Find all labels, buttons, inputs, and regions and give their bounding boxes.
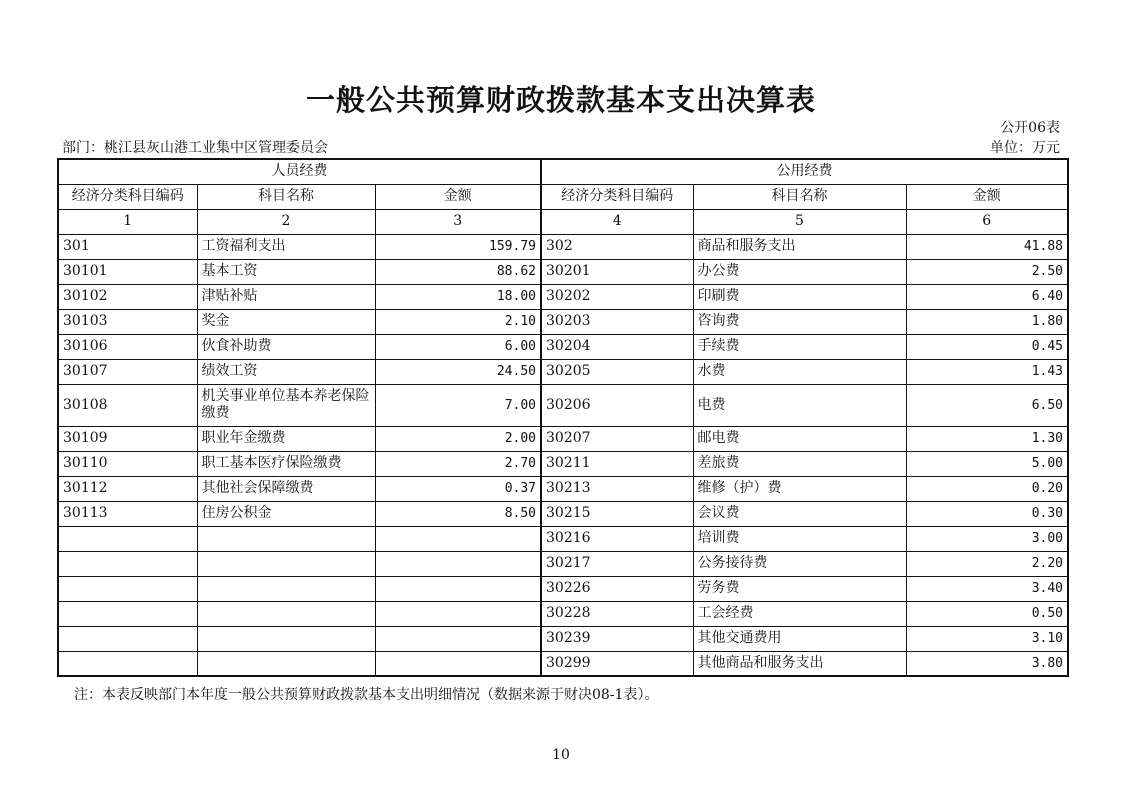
item-name-cell: 住房公积金 — [197, 501, 375, 526]
item-name-cell — [197, 526, 375, 551]
economic-code-cell: 30228 — [541, 601, 693, 626]
economic-code-cell: 30201 — [541, 259, 693, 284]
amount-cell: 0.45 — [906, 334, 1068, 359]
col-number: 6 — [906, 209, 1068, 234]
amount-cell: 0.20 — [906, 476, 1068, 501]
item-name-cell: 电费 — [693, 384, 906, 426]
table-row — [58, 651, 1068, 676]
economic-code-cell: 30213 — [541, 476, 693, 501]
amount-cell: 6.40 — [906, 284, 1068, 309]
table-row — [58, 309, 1068, 334]
col-header-amount: 金额 — [906, 184, 1068, 209]
item-name-cell: 工会经费 — [693, 601, 906, 626]
economic-code-cell: 30203 — [541, 309, 693, 334]
amount-cell: 41.88 — [906, 234, 1068, 259]
item-name-cell: 会议费 — [693, 501, 906, 526]
table-row — [58, 359, 1068, 384]
amount-cell: 7.00 — [375, 384, 541, 426]
table-row — [58, 476, 1068, 501]
department-label: 部门：桃江县灰山港工业集中区管理委员会 — [62, 140, 328, 156]
table-row — [58, 551, 1068, 576]
economic-code-cell — [58, 526, 197, 551]
amount-cell: 3.00 — [906, 526, 1068, 551]
amount-cell: 8.50 — [375, 501, 541, 526]
col-number: 1 — [58, 209, 197, 234]
unit-label: 单位：万元 — [990, 140, 1060, 156]
economic-code-cell — [58, 601, 197, 626]
amount-cell: 6.50 — [906, 384, 1068, 426]
column-number-row — [58, 209, 1068, 234]
economic-code-cell: 30207 — [541, 426, 693, 451]
item-name-cell — [197, 601, 375, 626]
col-number: 4 — [541, 209, 693, 234]
page-title: 一般公共预算财政拨款基本支出决算表 — [305, 83, 816, 117]
economic-code-cell: 30101 — [58, 259, 197, 284]
item-name-cell: 公务接待费 — [693, 551, 906, 576]
table-row — [58, 576, 1068, 601]
economic-code-cell: 301 — [58, 234, 197, 259]
group-header-personnel: 人员经费 — [58, 159, 541, 184]
item-name-cell: 职工基本医疗保险缴费 — [197, 451, 375, 476]
amount-cell: 3.10 — [906, 626, 1068, 651]
amount-cell: 2.50 — [906, 259, 1068, 284]
economic-code-cell: 30299 — [541, 651, 693, 676]
amount-cell: 1.30 — [906, 426, 1068, 451]
col-number: 5 — [693, 209, 906, 234]
economic-code-cell: 30103 — [58, 309, 197, 334]
economic-code-cell — [58, 551, 197, 576]
economic-code-cell: 30108 — [58, 384, 197, 426]
col-header-name: 科目名称 — [197, 184, 375, 209]
item-name-cell: 手续费 — [693, 334, 906, 359]
table-row — [58, 234, 1068, 259]
item-name-cell: 奖金 — [197, 309, 375, 334]
economic-code-cell — [58, 651, 197, 676]
amount-cell: 1.43 — [906, 359, 1068, 384]
col-header-code: 经济分类科目编码 — [541, 184, 693, 209]
amount-cell: 0.50 — [906, 601, 1068, 626]
economic-code-cell — [58, 576, 197, 601]
amount-cell — [375, 526, 541, 551]
economic-code-cell: 30106 — [58, 334, 197, 359]
expenditure-table — [57, 158, 1069, 677]
table-row — [58, 451, 1068, 476]
economic-code-cell: 30107 — [58, 359, 197, 384]
economic-code-cell: 30217 — [541, 551, 693, 576]
item-name-cell: 其他社会保障缴费 — [197, 476, 375, 501]
amount-cell: 2.10 — [375, 309, 541, 334]
amount-cell: 2.00 — [375, 426, 541, 451]
economic-code-cell: 30211 — [541, 451, 693, 476]
economic-code-cell — [58, 626, 197, 651]
amount-cell — [375, 551, 541, 576]
item-name-cell: 维修（护）费 — [693, 476, 906, 501]
amount-cell: 2.70 — [375, 451, 541, 476]
economic-code-cell: 30112 — [58, 476, 197, 501]
group-header-public: 公用经费 — [541, 159, 1068, 184]
economic-code-cell: 30226 — [541, 576, 693, 601]
item-name-cell: 其他交通费用 — [693, 626, 906, 651]
amount-cell: 159.79 — [375, 234, 541, 259]
amount-cell: 1.80 — [906, 309, 1068, 334]
item-name-cell: 邮电费 — [693, 426, 906, 451]
item-name-cell: 水费 — [693, 359, 906, 384]
amount-cell — [375, 576, 541, 601]
amount-cell: 0.37 — [375, 476, 541, 501]
economic-code-cell: 302 — [541, 234, 693, 259]
col-header-code: 经济分类科目编码 — [58, 184, 197, 209]
table-row — [58, 259, 1068, 284]
item-name-cell: 差旅费 — [693, 451, 906, 476]
amount-cell — [375, 626, 541, 651]
amount-cell: 18.00 — [375, 284, 541, 309]
economic-code-cell: 30202 — [541, 284, 693, 309]
item-name-cell: 基本工资 — [197, 259, 375, 284]
column-header-row — [58, 184, 1068, 209]
table-row — [58, 626, 1068, 651]
economic-code-cell: 30102 — [58, 284, 197, 309]
footnote: 注：本表反映部门本年度一般公共预算财政拨款基本支出明细情况（数据来源于财决08-1表）。 — [74, 687, 659, 703]
table-row — [58, 284, 1068, 309]
table-row — [58, 601, 1068, 626]
item-name-cell: 津贴补贴 — [197, 284, 375, 309]
table-row — [58, 426, 1068, 451]
item-name-cell — [197, 651, 375, 676]
economic-code-cell: 30204 — [541, 334, 693, 359]
item-name-cell: 职业年金缴费 — [197, 426, 375, 451]
amount-cell — [375, 651, 541, 676]
economic-code-cell: 30109 — [58, 426, 197, 451]
economic-code-cell: 30216 — [541, 526, 693, 551]
item-name-cell: 咨询费 — [693, 309, 906, 334]
amount-cell: 24.50 — [375, 359, 541, 384]
item-name-cell: 伙食补助费 — [197, 334, 375, 359]
item-name-cell: 培训费 — [693, 526, 906, 551]
col-number: 3 — [375, 209, 541, 234]
table-row — [58, 334, 1068, 359]
table-row — [58, 501, 1068, 526]
amount-cell: 0.30 — [906, 501, 1068, 526]
item-name-cell — [197, 551, 375, 576]
economic-code-cell: 30239 — [541, 626, 693, 651]
amount-cell: 5.00 — [906, 451, 1068, 476]
item-name-cell: 其他商品和服务支出 — [693, 651, 906, 676]
item-name-cell — [197, 576, 375, 601]
amount-cell: 3.40 — [906, 576, 1068, 601]
economic-code-cell: 30205 — [541, 359, 693, 384]
amount-cell — [375, 601, 541, 626]
item-name-cell: 商品和服务支出 — [693, 234, 906, 259]
item-name-cell — [197, 626, 375, 651]
item-name-cell: 印刷费 — [693, 284, 906, 309]
amount-cell: 6.00 — [375, 334, 541, 359]
table-row — [58, 526, 1068, 551]
economic-code-cell: 30110 — [58, 451, 197, 476]
col-header-name: 科目名称 — [693, 184, 906, 209]
col-header-amount: 金额 — [375, 184, 541, 209]
amount-cell: 3.80 — [906, 651, 1068, 676]
economic-code-cell: 30113 — [58, 501, 197, 526]
group-header-row — [58, 159, 1068, 184]
item-name-cell: 办公费 — [693, 259, 906, 284]
amount-cell: 2.20 — [906, 551, 1068, 576]
form-number: 公开06表 — [1000, 120, 1060, 136]
item-name-cell: 劳务费 — [693, 576, 906, 601]
item-name-cell: 工资福利支出 — [197, 234, 375, 259]
economic-code-cell: 30206 — [541, 384, 693, 426]
amount-cell: 88.62 — [375, 259, 541, 284]
item-name-cell: 绩效工资 — [197, 359, 375, 384]
table-row — [58, 384, 1068, 426]
item-name-cell: 机关事业单位基本养老保险缴费 — [197, 384, 375, 426]
page-number: 10 — [552, 747, 570, 763]
col-number: 2 — [197, 209, 375, 234]
economic-code-cell: 30215 — [541, 501, 693, 526]
